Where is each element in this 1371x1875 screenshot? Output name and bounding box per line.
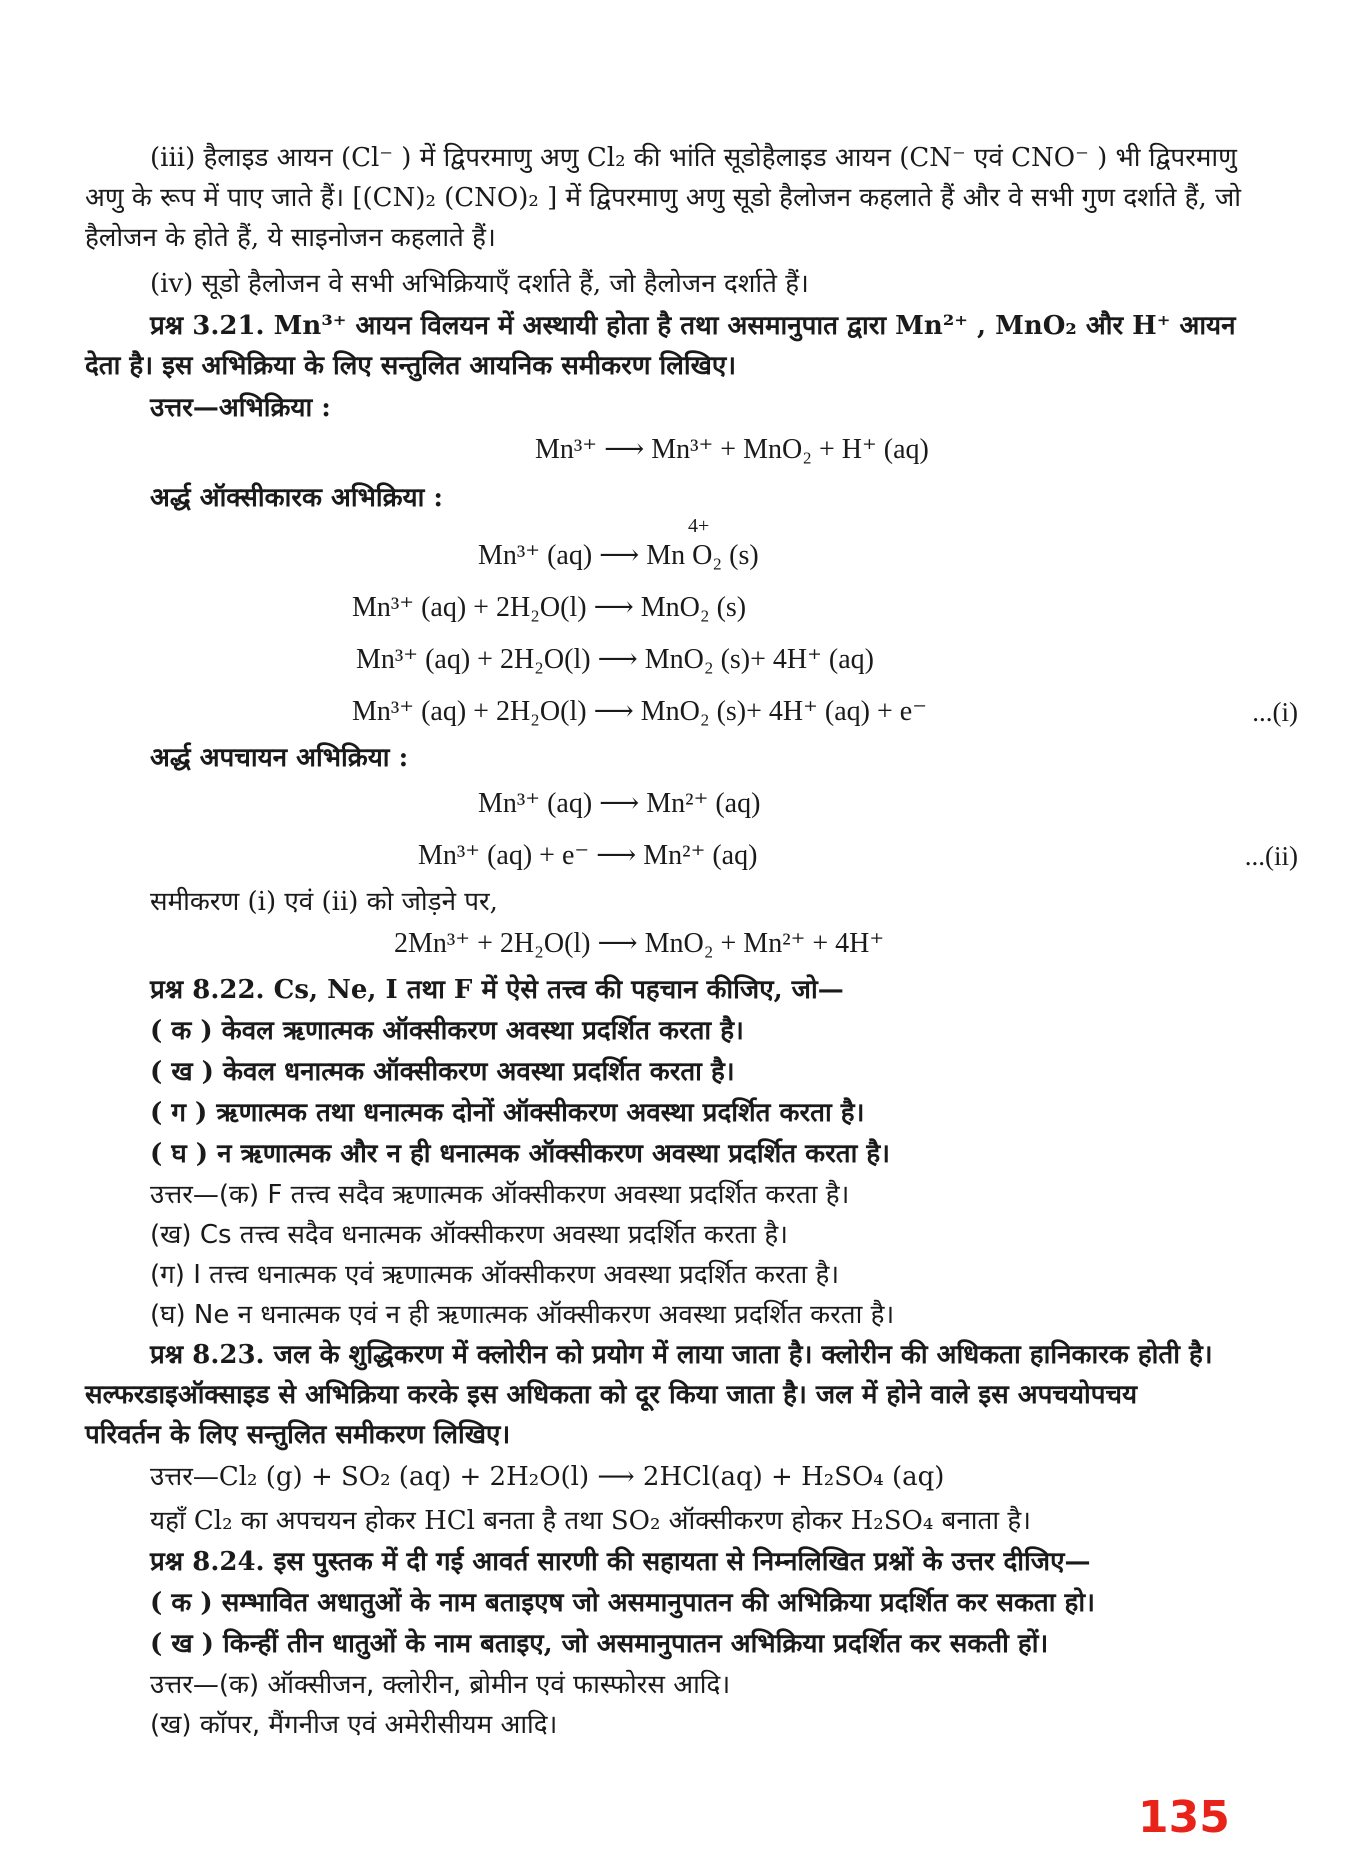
paragraph-iv: (iv) सूडो हैलोजन वे सभी अभिक्रियाएँ दर्शाते हैं, जो हैलोजन दर्शाते हैं। [150, 269, 809, 299]
question-3-21-line1: प्रश्न 3.21. Mn³⁺ आयन विलयन में अस्थायी होता है तथा असमानुपात द्वारा Mn²⁺ , MnO₂ और H⁺ आयन [150, 311, 1236, 341]
paragraph-iii-line2: अणु के रूप में पाए जाते हैं। [(CN)₂ (CNO)₂ ] में द्विपरमाणु अणु सूडो हैलोजन कहलाते हैं और वे सभी गुण दर्शाते हैं, जो [85, 183, 1242, 213]
answer-8-22-c: (ग) I तत्त्व धनात्मक एवं ऋणात्मक ऑक्सीकरण अवस्था प्रदर्शित करता है। [150, 1260, 840, 1290]
question-8-22-option-d: ( घ ) न ऋणात्मक और न ही धनात्मक ऑक्सीकरण अवस्था प्रदर्शित करता है। [150, 1139, 891, 1169]
equation-red-2: Mn³⁺ (aq) + e⁻ ⟶ Mn²⁺ (aq) [418, 840, 758, 871]
answer-8-23-equation: उत्तर—Cl₂ (g) + SO₂ (aq) + 2H₂O(l) ⟶ 2HCl(aq) + H₂SO₄ (aq) [150, 1462, 945, 1492]
answer-8-22-a: उत्तर—(क) F तत्त्व सदैव ऋणात्मक ऑक्सीकरण अवस्था प्रदर्शित करता है। [150, 1180, 850, 1210]
answer-label: उत्तर—अभिक्रिया : [150, 393, 331, 423]
answer-8-24-a: उत्तर—(क) ऑक्सीजन, क्लोरीन, ब्रोमीन एवं फास्फोरस आदि। [150, 1670, 731, 1700]
question-8-22: प्रश्न 8.22. Cs, Ne, I तथा F में ऐसे तत्त्व की पहचान कीजिए, जो— [150, 975, 844, 1005]
question-8-22-option-a: ( क ) केवल ऋणात्मक ऑक्सीकरण अवस्था प्रदर्शित करता है। [150, 1016, 744, 1046]
combine-label: समीकरण (i) एवं (ii) को जोड़ने पर, [150, 887, 498, 917]
oxidation-half-label: अर्द्ध ऑक्सीकारक अभिक्रिया : [150, 483, 444, 513]
question-8-23-line3: परिवर्तन के लिए सन्तुलित समीकरण लिखिए। [85, 1420, 511, 1450]
question-8-23-line1: प्रश्न 8.23. जल के शुद्धिकरण में क्लोरीन को प्रयोग में लाया जाता है। क्लोरीन की अधिकता हानिकारक होती है। [150, 1340, 1213, 1370]
question-3-21-line2: देता है। इस अभिक्रिया के लिए सन्तुलित आयनिक समीकरण लिखिए। [85, 351, 737, 381]
question-8-24-option-a: ( क ) सम्भावित अधातुओं के नाम बताइएष जो असमानुपातन की अभिक्रिया प्रदर्शित कर सकता हो। [150, 1588, 1095, 1618]
paragraph-iii-line3: हैलोजन के होते हैं, ये साइनोजन कहलाते हैं। [85, 223, 496, 253]
equation-ox-2: Mn³⁺ (aq) + 2H₂O(l) ⟶ MnO₂ (s) [352, 592, 747, 623]
question-8-22-option-c: ( ग ) ऋणात्मक तथा धनात्मक दोनों ऑक्सीकरण अवस्था प्रदर्शित करता है। [150, 1098, 865, 1128]
equation-ox-3: Mn³⁺ (aq) + 2H₂O(l) ⟶ MnO₂ (s)+ 4H⁺ (aq) [356, 644, 874, 675]
equation-ox-1: Mn³⁺ (aq) ⟶ Mn O₂ (s) [478, 540, 759, 571]
equation-reaction: Mn³⁺ ⟶ Mn³⁺ + MnO₂ + H⁺ (aq) [535, 434, 929, 465]
equation-ox-4: Mn³⁺ (aq) + 2H₂O(l) ⟶ MnO₂ (s)+ 4H⁺ (aq) + e⁻ [352, 696, 927, 727]
reduction-half-label: अर्द्ध अपचायन अभिक्रिया : [150, 743, 409, 773]
page-number: 135 [1138, 1792, 1230, 1843]
oxidation-number-label: 4+ [688, 515, 710, 537]
paragraph-iii-line1: (iii) हैलाइड आयन (Cl⁻ ) में द्विपरमाणु अणु Cl₂ की भांति सूडोहैलाइड आयन (CN⁻ एवं CNO⁻ ) भी द्विपरमाणु [150, 143, 1237, 173]
equation-number-ii: ...(ii) [1244, 841, 1298, 871]
answer-8-23-explanation: यहाँ Cl₂ का अपचयन होकर HCl बनता है तथा SO₂ ऑक्सीकरण होकर H₂SO₄ बनाता है। [150, 1506, 1032, 1536]
question-8-22-option-b: ( ख ) केवल धनात्मक ऑक्सीकरण अवस्था प्रदर्शित करता है। [150, 1057, 735, 1087]
equation-red-1: Mn³⁺ (aq) ⟶ Mn²⁺ (aq) [478, 788, 761, 819]
equation-net: 2Mn³⁺ + 2H₂O(l) ⟶ MnO₂ + Mn²⁺ + 4H⁺ [394, 928, 885, 959]
question-8-24-option-b: ( ख ) किन्हीं तीन धातुओं के नाम बताइए, जो असमानुपातन अभिक्रिया प्रदर्शित कर सकती हों। [150, 1629, 1049, 1659]
answer-8-24-b: (ख) कॉपर, मैंगनीज एवं अमेरीसीयम आदि। [150, 1710, 558, 1740]
answer-8-22-d: (घ) Ne न धनात्मक एवं न ही ऋणात्मक ऑक्सीकरण अवस्था प्रदर्शित करता है। [150, 1300, 895, 1330]
answer-8-22-b: (ख) Cs तत्त्व सदैव धनात्मक ऑक्सीकरण अवस्था प्रदर्शित करता है। [150, 1220, 788, 1250]
equation-number-i: ...(i) [1252, 697, 1298, 727]
question-8-24: प्रश्न 8.24. इस पुस्तक में दी गई आवर्त सारणी की सहायता से निम्नलिखित प्रश्नों के उत्तर दीजिए— [150, 1547, 1091, 1577]
question-8-23-line2: सल्फरडाइऑक्साइड से अभिक्रिया करके इस अधिकता को दूर किया जाता है। जल में होने वाले इस अपचयोपचय [85, 1380, 1138, 1410]
